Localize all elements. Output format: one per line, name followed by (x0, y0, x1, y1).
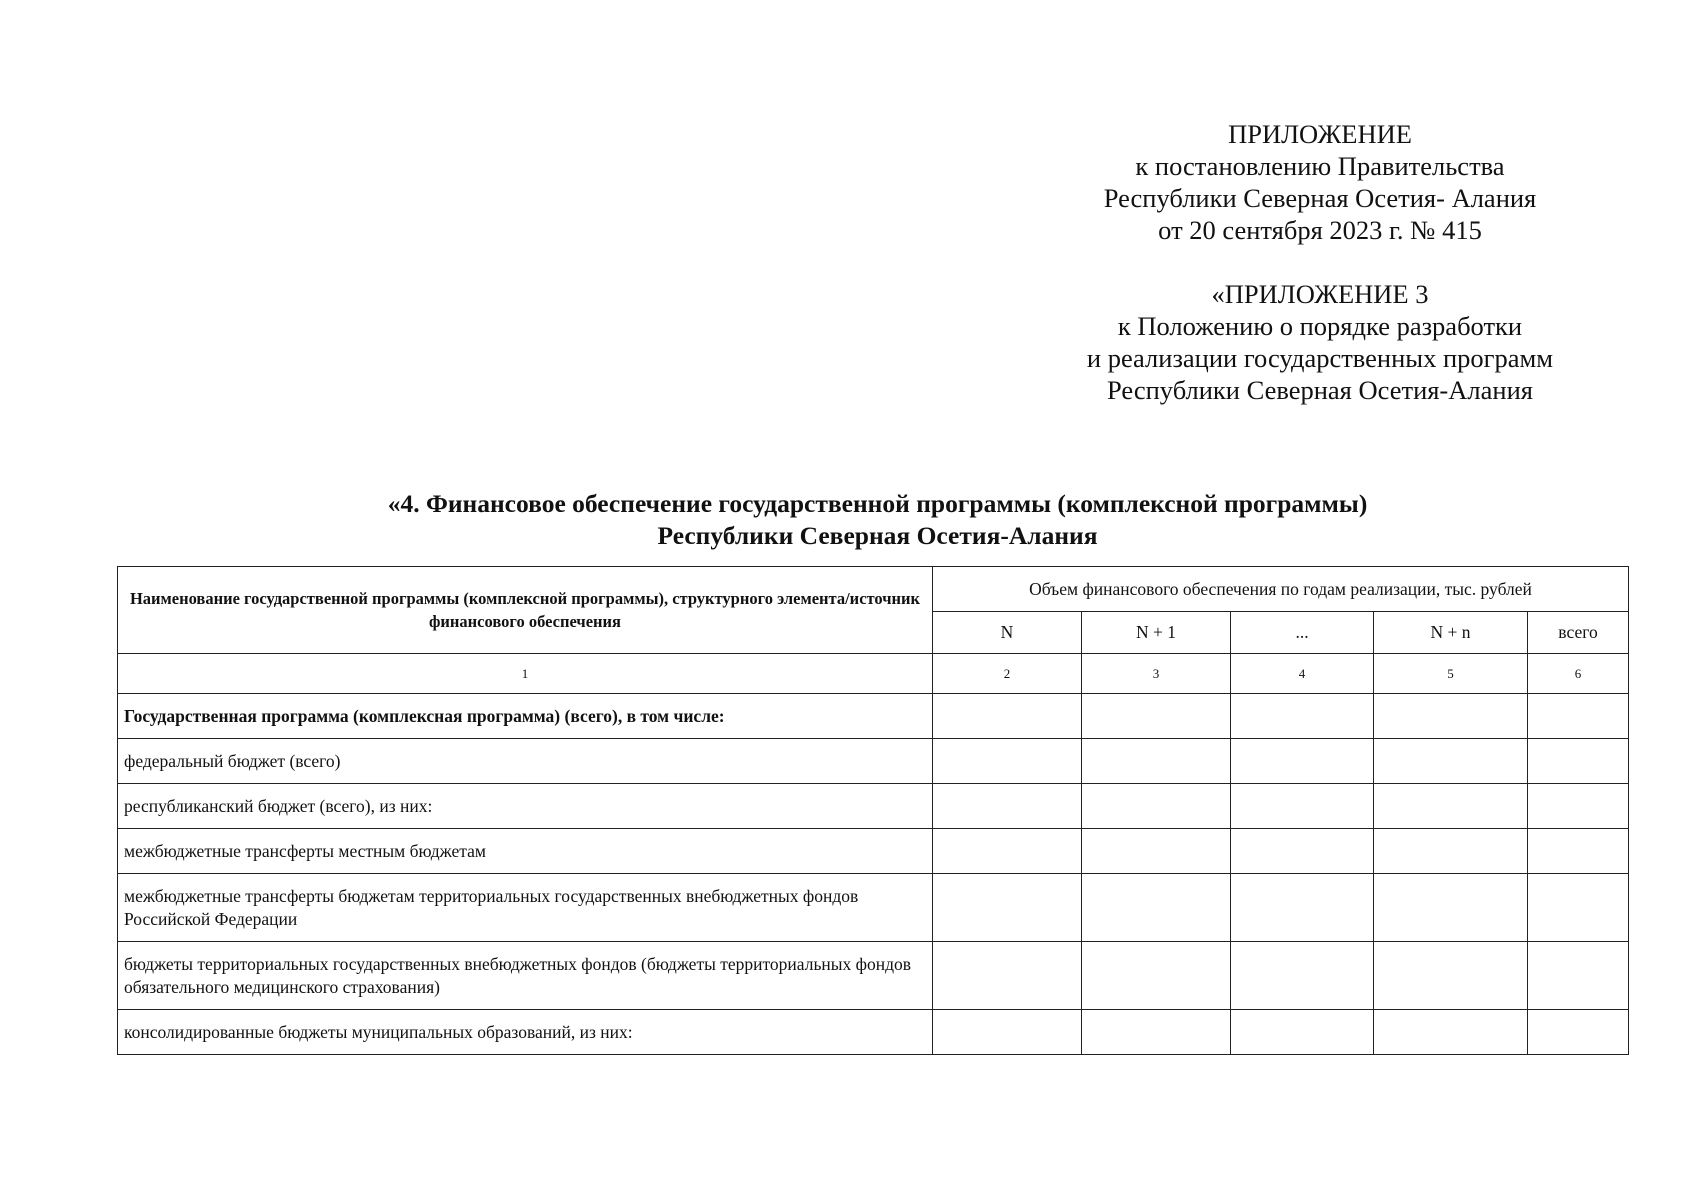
column-number-row (118, 654, 1629, 694)
value-cell (1231, 694, 1374, 739)
value-cell (1082, 942, 1231, 1010)
year-column-header: N (933, 612, 1082, 654)
value-cell (933, 942, 1082, 1010)
annex-header (1080, 278, 1560, 406)
document-title-line1: «4. Финансовое обеспечение государственной программы (комплексной программы) (387, 489, 1368, 518)
value-cell (933, 874, 1082, 942)
value-cell (933, 829, 1082, 874)
value-cell (933, 739, 1082, 784)
value-cell (1528, 694, 1629, 739)
row-label: межбюджетные трансферты бюджетам территориальных государственных внебюджетных фондов Российской Федерации (118, 874, 933, 942)
column-number: 4 (1231, 654, 1374, 694)
table-header-row (118, 567, 1629, 612)
value-cell (933, 784, 1082, 829)
column-number: 2 (933, 654, 1082, 694)
column-number: 3 (1082, 654, 1231, 694)
annex-line: к Положению о порядке разработки (1117, 311, 1523, 341)
value-cell (1082, 1010, 1231, 1055)
value-cell (1082, 874, 1231, 942)
value-cell (1231, 739, 1374, 784)
table-row (118, 784, 1629, 829)
value-cell (1528, 1010, 1629, 1055)
value-cell (1082, 694, 1231, 739)
approval-line: ПРИЛОЖЕНИЕ (1228, 119, 1412, 149)
table-row (118, 942, 1629, 1010)
annex-line: «ПРИЛОЖЕНИЕ 3 (1211, 279, 1429, 309)
table-row (118, 1010, 1629, 1055)
row-label: республиканский бюджет (всего), из них: (118, 784, 933, 829)
total-column-header: всего (1528, 612, 1629, 654)
value-cell (1528, 784, 1629, 829)
volume-column-header: Объем финансового обеспечения по годам реализации, тыс. рублей (933, 567, 1629, 612)
approval-line: от 20 сентября 2023 г. № 415 (1158, 215, 1482, 245)
year-column-header: N + n (1374, 612, 1528, 654)
year-column-header: N + 1 (1082, 612, 1231, 654)
value-cell (1528, 739, 1629, 784)
value-cell (1231, 784, 1374, 829)
value-cell (1231, 829, 1374, 874)
table-row (118, 739, 1629, 784)
value-cell (1528, 874, 1629, 942)
value-cell (1374, 739, 1528, 784)
value-cell (1374, 874, 1528, 942)
annex-line: Республики Северная Осетия-Алания (1107, 375, 1533, 405)
row-label: бюджеты территориальных государственных внебюджетных фондов (бюджеты территориальных фондов обязательного медицинского страхования) (118, 942, 933, 1010)
financing-table (117, 566, 1629, 1055)
value-cell (1374, 829, 1528, 874)
annex-line: и реализации государственных программ (1086, 343, 1554, 373)
value-cell (1374, 694, 1528, 739)
column-number: 5 (1374, 654, 1528, 694)
row-label: федеральный бюджет (всего) (118, 739, 933, 784)
column-number: 6 (1528, 654, 1629, 694)
row-label: консолидированные бюджеты муниципальных образований, из них: (118, 1010, 933, 1055)
value-cell (1231, 874, 1374, 942)
document-title-line2: Республики Северная Осетия-Алания (657, 521, 1098, 550)
row-label: межбюджетные трансферты местным бюджетам (118, 829, 933, 874)
table-row (118, 829, 1629, 874)
value-cell (1231, 942, 1374, 1010)
value-cell (1082, 829, 1231, 874)
column-number: 1 (118, 654, 933, 694)
table-row (118, 694, 1629, 739)
value-cell (933, 1010, 1082, 1055)
value-cell (1082, 784, 1231, 829)
name-column-header: Наименование государственной программы (комплексной программы), структурного элемента/источник финансового обеспечения (118, 567, 933, 654)
value-cell (1528, 942, 1629, 1010)
document-title (100, 488, 1655, 552)
approval-line: к постановлению Правительства (1135, 151, 1505, 181)
value-cell (1374, 942, 1528, 1010)
table-row (118, 874, 1629, 942)
value-cell (1374, 784, 1528, 829)
value-cell (1231, 1010, 1374, 1055)
value-cell (933, 694, 1082, 739)
approval-line: Республики Северная Осетия- Алания (1103, 183, 1537, 213)
value-cell (1082, 739, 1231, 784)
value-cell (1374, 1010, 1528, 1055)
value-cell (1528, 829, 1629, 874)
year-column-header: ... (1231, 612, 1374, 654)
row-label: Государственная программа (комплексная программа) (всего), в том числе: (118, 694, 933, 739)
approval-stamp (1100, 118, 1540, 246)
